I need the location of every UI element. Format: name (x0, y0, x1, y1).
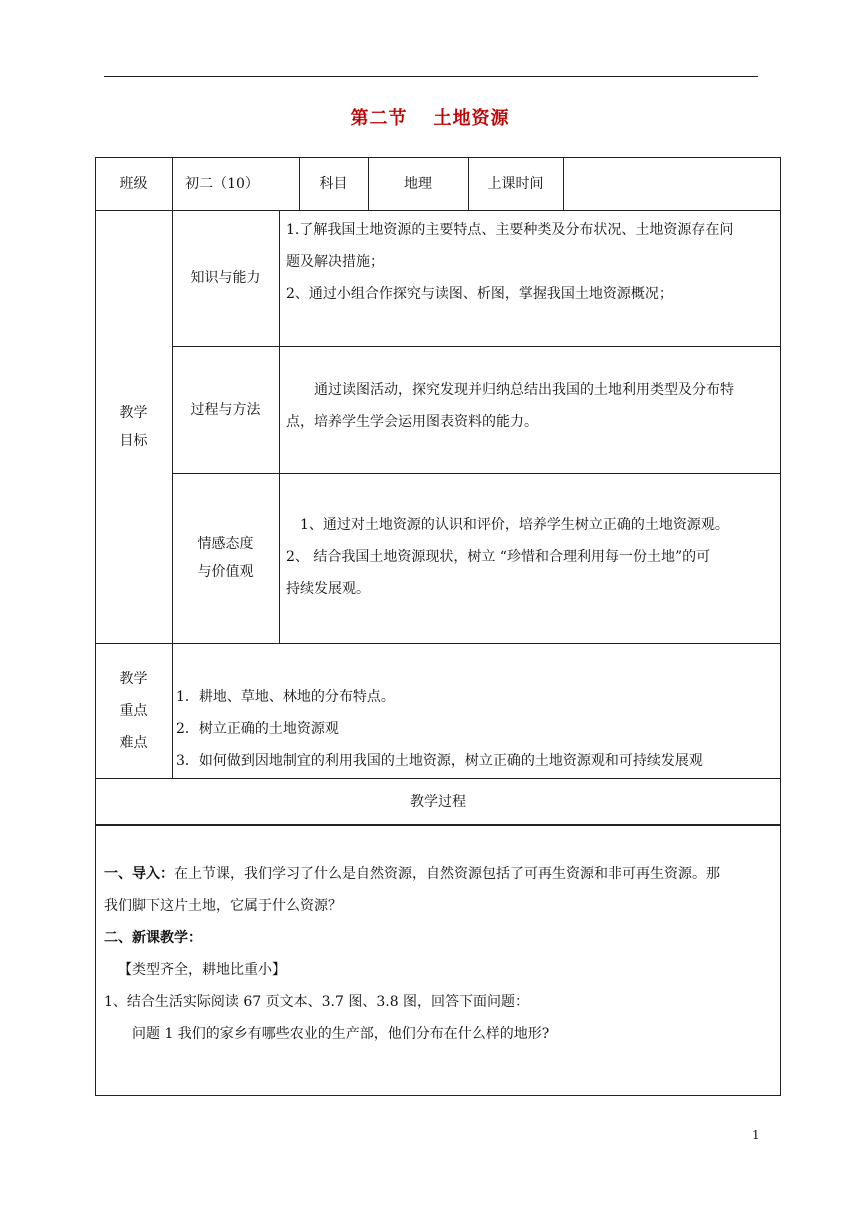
key-points-label-line: 教学 (119, 670, 148, 687)
emotion-line: 2、 结合我国土地资源现状，树立 “珍惜和合理利用每一份土地”的可 (286, 549, 711, 565)
header-rule (104, 76, 758, 77)
intro-text: 在上节课，我们学习了什么是自然资源，自然资源包括了可再生资源和非可再生资源。那 (174, 866, 720, 882)
teaching-process-header: 教学过程 (410, 793, 466, 810)
knowledge-line: 题及解决措施； (286, 254, 384, 270)
key-points-label (95, 643, 172, 778)
page-title (0, 104, 860, 130)
objectives-label (95, 210, 172, 643)
intro-text-continued: 我们脚下这片土地，它属于什么资源？ (104, 898, 342, 914)
knowledge-line: 2、通过小组合作探究与读图、析图，掌握我国土地资源概况； (286, 286, 673, 302)
key-point-item: 1．耕地、草地、林地的分布特点。 (176, 689, 395, 705)
emotion-label-line: 情感态度 (197, 536, 254, 552)
class-label: 班级 (119, 175, 148, 192)
process-label: 过程与方法 (190, 401, 261, 418)
emotion-line: 1、通过对土地资源的认识和评价，培养学生树立正确的土地资源观。 (300, 517, 729, 533)
new-lesson-heading: 二、新课教学： (104, 930, 202, 946)
process-line: 点，培养学生学会运用图表资料的能力。 (286, 414, 538, 430)
process-content (286, 374, 734, 438)
section-number: 第二节 (350, 108, 408, 129)
knowledge-line: 1.了解我国土地资源的主要特点、主要种类及分布状况、土地资源存在问 (286, 222, 734, 238)
emotion-line: 持续发展观。 (286, 581, 370, 597)
col-divider (279, 210, 280, 643)
key-points-label-line: 难点 (119, 734, 148, 751)
intro-heading: 一、导入： (104, 866, 174, 882)
emotion-content (286, 509, 729, 605)
emotion-label (172, 473, 279, 643)
knowledge-content (286, 214, 733, 310)
class-time-value (563, 157, 781, 210)
teaching-body-content (104, 858, 776, 1050)
subject-value: 地理 (404, 175, 432, 192)
objectives-label-line: 目标 (119, 432, 148, 449)
page-number: 1 (752, 1128, 760, 1142)
col-divider (172, 643, 173, 778)
key-point-item: 2．树立正确的土地资源观 (176, 721, 339, 737)
emotion-label-line: 与价值观 (197, 564, 254, 580)
objectives-label-line: 教学 (119, 404, 148, 421)
key-point-item: 3．如何做到因地制宜的利用我国的土地资源，树立正确的土地资源观和可持续发展观 (176, 753, 703, 769)
class-value: 初二（10） (185, 175, 259, 192)
key-points-content (176, 681, 703, 777)
subject-label: 科目 (319, 175, 348, 192)
key-points-label-line: 重点 (119, 702, 148, 719)
process-line: 通过读图活动，探究发现并归纳总结出我国的土地利用类型及分布特 (314, 382, 734, 398)
class-time-label: 上课时间 (487, 175, 544, 192)
row-divider (95, 643, 781, 644)
section-topic: 土地资源 (433, 108, 510, 129)
topic-subheading: 【类型齐全，耕地比重小】 (118, 962, 286, 978)
question-1: 问题 1 我们的家乡有哪些农业的生产部，他们分布在什么样的地形? (132, 1026, 550, 1042)
task-1: 1、结合生活实际阅读 67 页文本、3.7 图、3.8 图，回答下面问题： (104, 994, 530, 1010)
knowledge-label: 知识与能力 (190, 270, 261, 286)
